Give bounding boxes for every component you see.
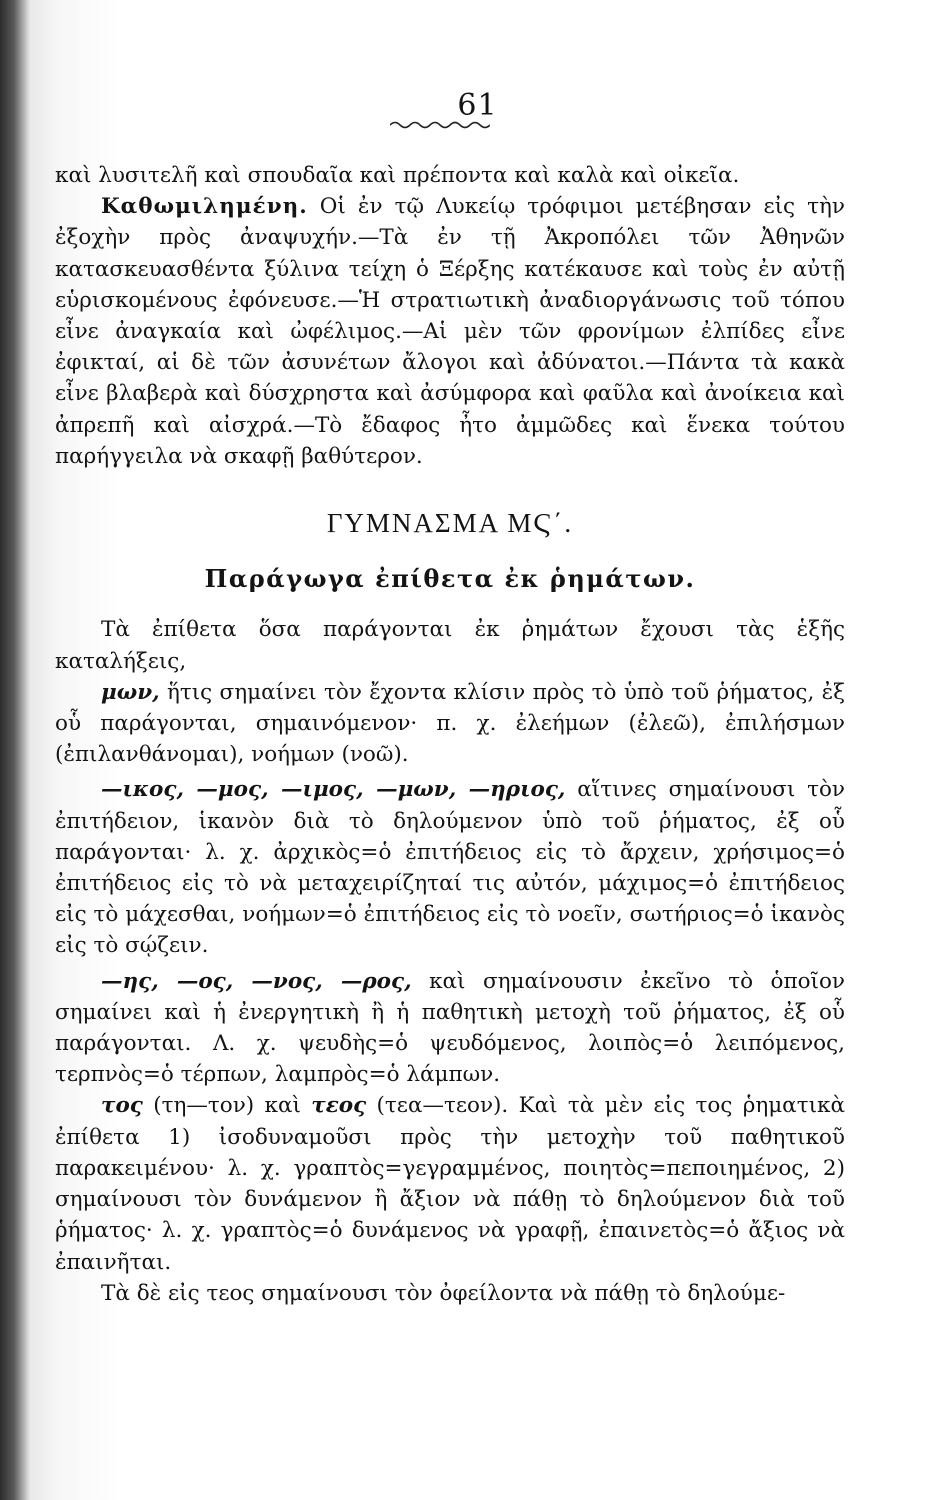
intro-paragraph: Τὰ ἐπίθετα ὅσα παράγονται ἐκ ῥημάτων ἔχουσι τὰς ἑξῆς καταλήξεις,: [55, 617, 845, 674]
suffix-teos: τεος: [311, 1093, 367, 1119]
suffix-tos: τος: [101, 1093, 143, 1119]
suffix-is-list: —ης, —ος, —νος, —ρος,: [101, 968, 412, 994]
suffix-is-paragraph: [55, 966, 845, 1091]
suffix-is-text: καὶ σημαίνουσιν ἐκεῖνο τὸ ὁποῖον σημαίνει καὶ ἡ ἐνεργητικὴ ἢ ἡ παθητικὴ μετοχὴ τοῦ ῥήματος, ἐξ οὗ παράγονται. Λ. χ. ψευδὴς=ὁ ψευδόμενος, λοιπὸς=ὁ λειπόμενος, τερπνὸς=ὁ τέρπων, λαμπρὸς=ὁ λάμπων.: [55, 968, 846, 1088]
page-content: [55, 160, 845, 1309]
suffix-ikos-list: —ικος, —μος, —ιμος, —μων, —ηριος,: [101, 777, 566, 803]
suffix-mon: μων,: [101, 679, 160, 705]
paragraph-kathomilimeni-text: Οἱ ἐν τῷ Λυκείῳ τρόφιμοι μετέβησαν εἰς τὴν ἐξοχὴν πρὸς ἀναψυχήν.—Τὰ ἐν τῇ Ἀκροπόλει τῶν Ἀθηνῶν κατασκευασθέντα ξύλινα τείχη ὁ Ξέρξης κατέκαυσε καὶ τοὺς ἐν αὐτῇ εὑρισκομένους ἐφόνευσε.—Ἡ στρατιωτικὴ ἀναδιοργάνωσις τοῦ τόπου εἶνε ἀναγκαία καὶ ὠφέλιμος.—Αἱ μὲν τῶν φρονίμων ἐλπίδες εἶνε ἐφικταί, αἱ δὲ τῶν ἀσυνέτων ἄλογοι καὶ ἀδύνατοι.—Πάντα τὰ κακὰ εἶνε βλαβερὰ καὶ δύσχρηστα καὶ ἀσύμφορα καὶ φαῦλα καὶ ἀνοίκεια καὶ ἀπρεπῆ καὶ αἰσχρά.—Τὸ ἔδαφος ἦτο ἀμμῶδες καὶ ἕνεκα τούτου παρήγγειλα νὰ σκαφῇ βαθύτερον.: [55, 194, 845, 469]
label-kathomilimeni: Καθωμιλημένη.: [101, 194, 308, 220]
suffix-tos-paragraph: [55, 1090, 845, 1277]
page-header: [0, 88, 935, 123]
wavy-rule-ornament: [390, 120, 490, 130]
suffix-ikos-text: αἵτινες σημαίνουσι τὸν ἐπιτήδειον, ἱκανὸν διὰ τὸ δηλούμενον ὑπὸ τοῦ ῥήματος, ἐξ οὗ παράγονται· λ. χ. ἀρχικὸς=ὁ ἐπιτήδειος εἰς τὸ ἄρχειν, χρήσιμος=ὁ ἐπιτήδειος εἰς τὸ νὰ μεταχειρίζηταί τις αὐτόν, μάχιμος=ὁ ἐπιτήδειος εἰς τὸ μάχεσθαι, νοήμων=ὁ ἐπιτήδειος εἰς τὸ νοεῖν, σωτήριος=ὁ ἱκανὸς εἰς τὸ σῴζειν.: [55, 777, 845, 959]
paragraph-continuation: καὶ λυσιτελῆ καὶ σπουδαῖα καὶ πρέποντα καὶ καλὰ καὶ οἰκεῖα.: [55, 163, 740, 188]
suffix-tos-mid: (τη—τον) καὶ: [142, 1093, 312, 1119]
suffix-teos-paragraph: Τὰ δὲ εἰς τεος σημαίνουσι τὸν ὀφείλοντα νὰ πάθῃ τὸ δηλούμε-: [101, 1280, 786, 1306]
exercise-title: ΓΥΜΝΑΣΜΑ ΜϚ΄.: [326, 508, 574, 539]
suffix-mon-text: ἥτις σημαίνει τὸν ἔχοντα κλίσιν πρὸς τὸ ὑπὸ τοῦ ῥήματος, ἐξ οὗ παράγονται, σημαινόμενον· π. χ. ἐλεήμων (ἐλεῶ), ἐπιλήσμων (ἐπιλανθάνομαι), νοήμων (νοῶ).: [55, 679, 845, 768]
suffix-tos-text: (τεα—τεον). Καὶ τὰ μὲν εἰς τος ῥηματικὰ ἐπίθετα 1) ἰσοδυναμοῦσι πρὸς τὴν μετοχὴν τοῦ παθητικοῦ παρακειμένου· λ. χ. γραπτὸς=γεγραμμένος, ποιητὸς=πεποιημένος, 2) σημαίνουσι τὸν δυνάμενον ἢ ἄξιον νὰ πάθῃ τὸ δηλούμενον διὰ τοῦ ῥήματος· λ. χ. γραπτὸς=ὁ δυνάμενος νὰ γραφῇ, ἐπαινετὸς=ὁ ἄξιος νὰ ἐπαινῆται.: [55, 1093, 845, 1275]
paragraph-kathomilimeni: [55, 191, 845, 472]
exercise-subheading: Παράγωγα ἐπίθετα ἐκ ῥημάτων.: [204, 564, 696, 594]
page-number: 61: [457, 88, 498, 123]
suffix-ikos-paragraph: [55, 774, 845, 961]
suffix-mon-paragraph: [55, 677, 845, 771]
